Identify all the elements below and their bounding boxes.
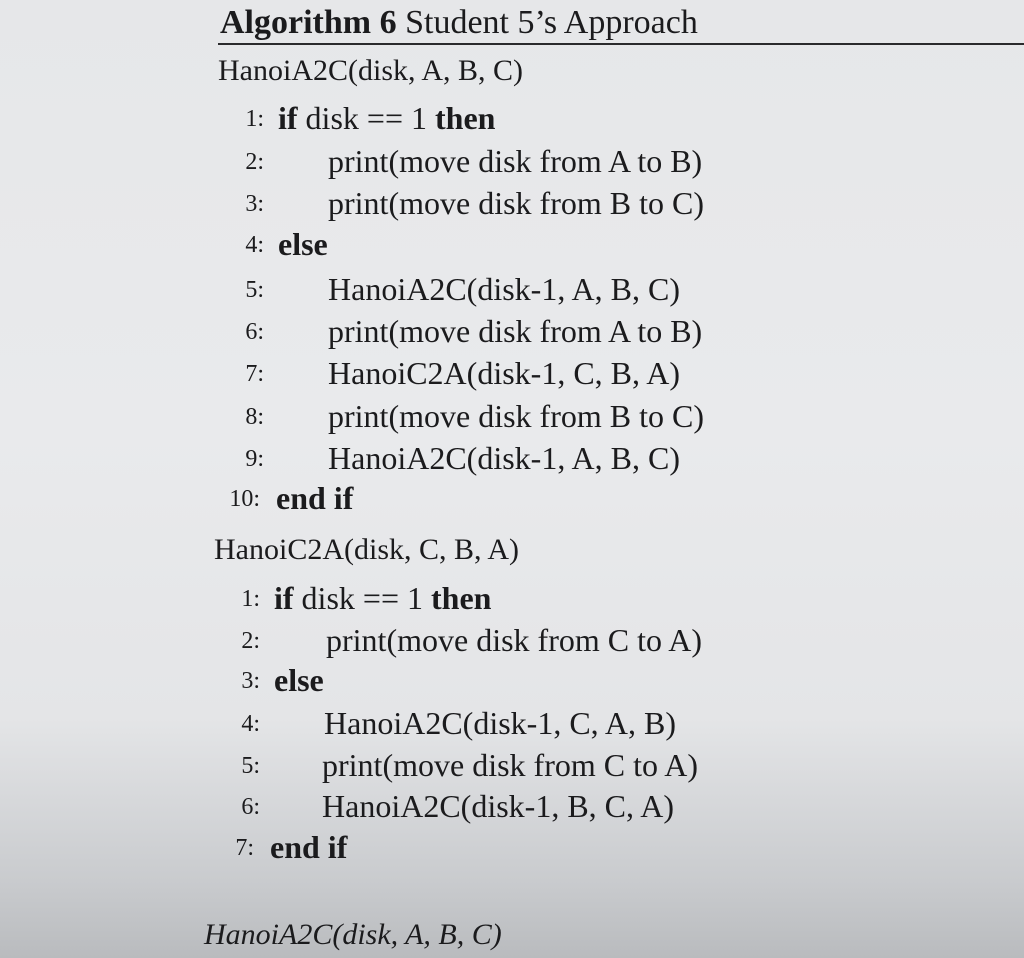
statement: HanoiC2A(disk-1, C, B, A) — [328, 355, 680, 391]
line-number: 4: — [241, 711, 260, 737]
condition: disk == 1 — [301, 580, 423, 616]
line-number: 9: — [245, 446, 264, 472]
algorithm-name: Student 5’s Approach — [405, 4, 698, 41]
keyword-end-if: end if — [276, 480, 354, 516]
statement: print(move disk from B to C) — [328, 185, 704, 221]
statement: HanoiA2C(disk-1, A, B, C) — [328, 440, 680, 476]
statement: HanoiA2C(disk-1, C, A, B) — [324, 705, 676, 741]
footer-call: HanoiA2C(disk, A, B, C) — [204, 918, 502, 951]
title-rule — [218, 43, 1024, 45]
line-number: 6: — [241, 794, 260, 820]
keyword-else: else — [274, 662, 324, 698]
algorithm-title — [220, 4, 698, 42]
keyword-end-if: end if — [270, 829, 348, 865]
line-number: 3: — [245, 191, 264, 217]
keyword-then: then — [434, 100, 496, 136]
line-number: 2: — [241, 628, 260, 654]
line-number: 5: — [241, 753, 260, 779]
line-number: 1: — [241, 586, 260, 612]
line-number: 7: — [245, 361, 264, 387]
condition: disk == 1 — [305, 100, 427, 136]
statement: print(move disk from A to B) — [328, 313, 703, 349]
statement: print(move disk from C to A) — [326, 622, 702, 658]
line-number: 10: — [229, 486, 260, 512]
line-number: 1: — [245, 106, 264, 132]
line-number: 7: — [235, 835, 254, 861]
line-number: 4: — [245, 232, 264, 258]
line-number: 5: — [245, 277, 264, 303]
statement: print(move disk from A to B) — [328, 143, 703, 179]
line-number: 2: — [245, 149, 264, 175]
line-number: 8: — [245, 404, 264, 430]
line-number: 3: — [241, 668, 260, 694]
statement: print(move disk from C to A) — [322, 747, 698, 783]
algorithm-label: Algorithm 6 — [220, 4, 397, 41]
keyword-if: if — [278, 100, 298, 136]
keyword-if: if — [274, 580, 294, 616]
procedure-signature: HanoiC2A(disk, C, B, A) — [214, 533, 520, 566]
keyword-then: then — [430, 580, 492, 616]
statement: print(move disk from B to C) — [328, 398, 704, 434]
statement: HanoiA2C(disk-1, B, C, A) — [322, 788, 674, 824]
procedure-signature: HanoiA2C(disk, A, B, C) — [218, 54, 524, 87]
statement: HanoiA2C(disk-1, A, B, C) — [328, 271, 680, 307]
keyword-else: else — [278, 226, 328, 262]
line-number: 6: — [245, 319, 264, 345]
